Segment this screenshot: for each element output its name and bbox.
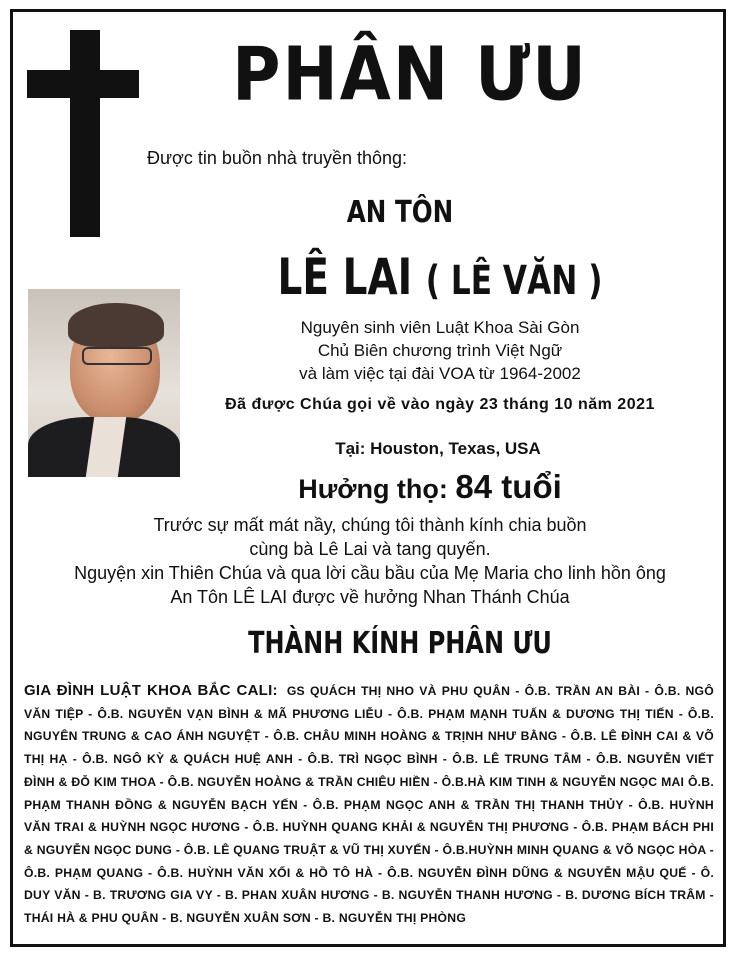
- age-line: [260, 468, 600, 506]
- intro-text: Được tin buồn nhà truyền thông:: [147, 148, 408, 168]
- family-members: GS QUÁCH THỊ NHO VÀ PHU QUÂN - Ô.B. TRẦN AN BÀI - Ô.B. NGÔ VĂN TIỆP - Ô.B. NGUYỄN VẠN BÌNH & MÃ PHƯƠNG LIỄU - Ô.B. PHẠM MẠNH TUẤN & DƯƠNG THỊ TIẾN - Ô.B. NGUYÊN TRUNG & CAO ÁNH NGUYỆT - Ô.B. CHÂU MINH HOÀNG & TRỊNH NHƯ BẰNG - Ô.B. LÊ ĐÌNH CAI & VÕ THỊ HẠ - Ô.B. NGÔ KỲ & QUÁCH HUỆ ANH - Ô.B. TRÌ NGỌC BÌNH - Ô.B. LÊ TRUNG TÂM - Ô.B. NGUYỄN VIẾT ĐÌNH & ĐỖ KIM THOA - Ô.B. NGUYỄN HOÀNG & TRẦN CHIÊU HIỀN - Ô.B.HÀ KIM TINH & NGUYỄN NGỌC MAI Ô.B. PHẠM THANH ĐỒNG & NGUYỄN BẠCH YẾN - Ô.B. PHẠM NGỌC ANH & TRẦN THỊ THANH THỦY - Ô.B. HUỲNH VĂN TRAI & HUỲNH NGỌC HƯƠNG - Ô.B. HUỲNH QUANG KHẢI & NGUYỄN THỊ PHƯƠNG - Ô.B. PHẠM BÁCH PHI & NGUYỄN NGỌC DUNG - Ô.B. LÊ QUANG TRUẬT & VŨ THỊ XUYẾN - Ô.B.HUỲNH MINH QUANG & VÕ NGỌC HÒA - Ô.B. PHẠM QUANG - Ô.B. HUỲNH VĂN XỐI & HỒ TÔ HÀ - Ô.B. NGUYỄN ĐÌNH DŨNG & NGUYỄN MẬU QUẾ - Ô. DUY VĂN - B. TRƯƠNG GIA VY - B. PHAN XUÂN HƯƠNG - B. NGUYỄN THANH HƯƠNG - B. DƯƠNG BÍCH TRÂM - THÁI HÀ & PHU QUÂN - B. NGUYỄN XUÂN SƠN - B. NGUYỄN THỊ PHÒNG: [24, 684, 715, 926]
- photo-glasses: [82, 347, 152, 365]
- deceased-alias: ( LÊ VĂN ): [425, 258, 603, 304]
- family-members-list: [24, 680, 714, 930]
- age-label: Hưởng thọ:: [298, 474, 448, 504]
- notice-title: PHÂN ƯU: [232, 31, 588, 118]
- cross-vertical-bar: [70, 30, 100, 237]
- condolence-line: Trước sự mất mát nầy, chúng tôi thành kính chia buồn: [153, 515, 587, 535]
- deceased-name: LÊ LAI: [277, 248, 413, 306]
- bio-line: và làm việc tại đài VOA từ 1964-2002: [299, 364, 581, 383]
- bio-line: Nguyên sinh viên Luật Khoa Sài Gòn: [300, 318, 580, 337]
- bio-line: Chủ Biên chương trình Việt Ngữ: [317, 341, 563, 360]
- age-value: 84 tuổi: [455, 468, 562, 505]
- family-group-name: GIA ĐÌNH LUẬT KHOA BẮC CALI:: [24, 682, 278, 699]
- death-place: Tại: Houston, Texas, USA: [335, 439, 541, 458]
- condolence-line: Nguyện xin Thiên Chúa và qua lời cầu bầu của Mẹ Maria cho linh hồn ông: [74, 563, 666, 583]
- deceased-name-line: [276, 248, 604, 306]
- condolence-line: cùng bà Lê Lai và tang quyến.: [249, 539, 491, 559]
- called-home-date: Đã được Chúa gọi về vào ngày 23 tháng 10 năm 2021: [225, 396, 655, 413]
- condolence-line: An Tôn LÊ LAI được về hưởng Nhan Thánh Chúa: [170, 587, 570, 607]
- portrait-photo: [28, 289, 180, 477]
- biography: [230, 316, 650, 385]
- photo-hair: [68, 303, 164, 347]
- sincere-condolences-heading: THÀNH KÍNH PHÂN ƯU: [248, 626, 552, 661]
- cross-horizontal-bar: [27, 70, 139, 98]
- condolence-message: [30, 513, 710, 609]
- saint-name: AN TÔN: [346, 195, 454, 230]
